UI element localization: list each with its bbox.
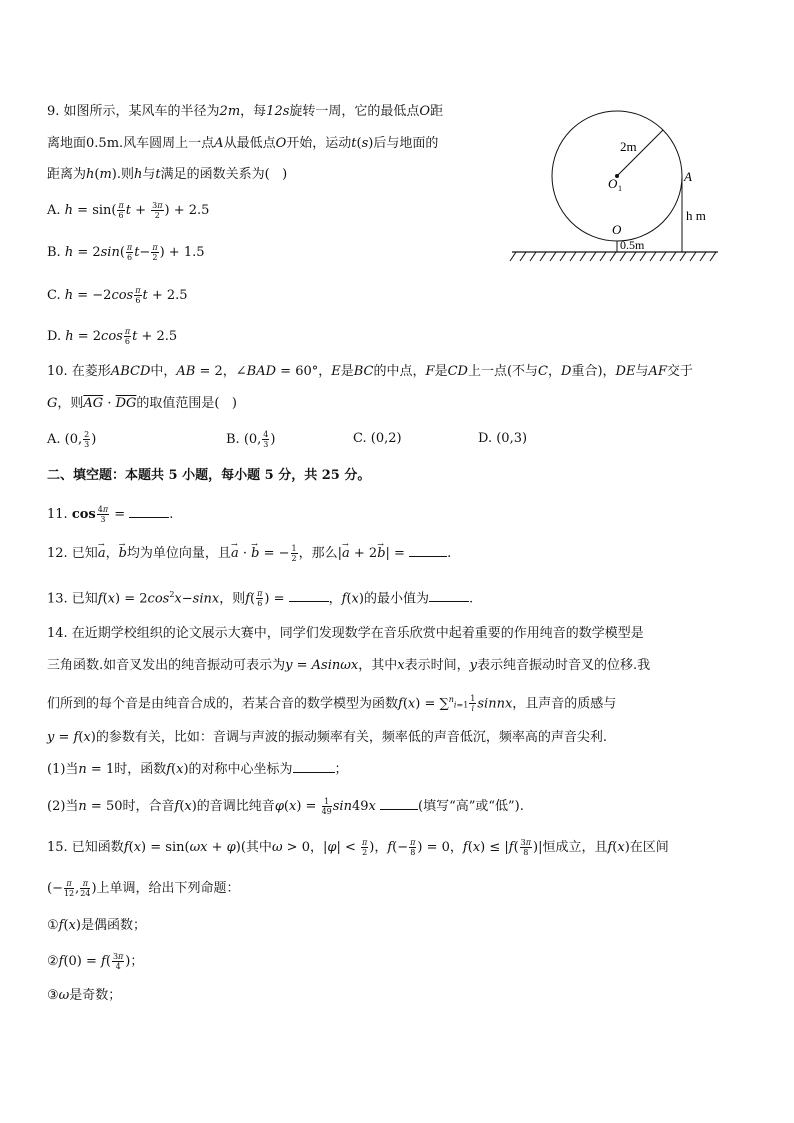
q15-line-2: (− $\frac{\pi}{12}$ , $\frac{\pi}{24}$ )上单调，给出下列命题：	[47, 879, 240, 898]
q14-line-4: y = f(x)的参数有关，比如：音调与声波的振动频率有关，频率低的声音低沉，频率高的声音尖利.	[47, 730, 607, 745]
q9-line-3: 距离为h(m).则h与t满足的函数关系为( )	[47, 167, 288, 182]
windmill-figure	[500, 100, 730, 270]
q9-option-d: D. h = 2cos $\frac{\pi}{6}$ t + 2.5	[47, 327, 178, 346]
q13: 13. 已知$f(x) = 2\cos^2x-\sin x$，则f( $\frac{\pi}{6}$ ) = ，f(x)的最小值为 .	[47, 589, 474, 609]
center-sub-label: 1	[618, 184, 622, 193]
q14-line-1: 14. 在近期学校组织的论文展示大赛中，同学们发现数学在音乐欣赏中起着重要的作用纯音的数学模型是	[47, 626, 644, 641]
q10-option-b: B. (0, $\frac{4}{3}$ )	[226, 430, 276, 449]
q15-item-2: ②f(0) = f( $\frac{3\pi}{4}$ )；	[47, 952, 144, 971]
q9-line-2: 离地面0.5m.风车圆周上一点A从最低点O开始，运动t(s)后与地面的	[47, 136, 439, 151]
base-label: 0.5m	[620, 238, 645, 252]
section-2-heading: 二、填空题：本题共 5 小题，每小题 5 分，共 25 分。	[47, 468, 371, 483]
point-o-label: O	[612, 222, 622, 237]
ground-hatching	[510, 252, 716, 261]
q9-option-a: A. h = sin( $\frac{\pi}{6}$ t + $\frac{3\pi}{2}$ ) + 2.5	[47, 201, 210, 220]
q10-option-a: A. (0, $\frac{2}{3}$ )	[47, 430, 97, 449]
q14-sub-2: (2)当n = 50时，合音f(x)的音调比纯音φ(x) = $\frac{1}{49}$ sin49x (填写“高”或“低”).	[47, 797, 524, 816]
q12: 12. 已知→ a，→ b均为单位向量，且→ a · → b = − $\frac{1}{2}$ ，那么|→ a + 2→ b| = .	[47, 544, 451, 563]
height-label: h m	[686, 208, 706, 223]
q14-line-3: 们所到的每个音是由纯音合成的，若某合音的数学模型为函数f(x) = ∑$^n$i=1 $\frac{1}{i}$ sinnx，且声音的质感与	[47, 694, 617, 714]
q9-option-b: B. h = 2sin( $\frac{\pi}{6}$ t− $\frac{\pi}{2}$ ) + 1.5	[47, 243, 205, 262]
q15-line-1: 15. 已知函数f(x) = sin(ωx + φ)(其中ω > 0，|φ| < $\frac{\pi}{2}$ )，f(− $\frac{\pi}{8}$ ) = 0，f(x) ≤ |f( $\frac{3\pi}{8}$ )|恒成立，且f(x)在区间	[47, 838, 669, 857]
q14-line-2: 三角函数.如音叉发出的纯音振动可表示为y = Asinωx，其中x表示时间，y表示纯音振动时音叉的位移.我	[47, 658, 651, 673]
center-label: O	[608, 176, 618, 191]
q15-item-1: ①f(x)是偶函数；	[47, 918, 146, 933]
q9-option-c: C. h = −2cos $\frac{\pi}{6}$ t + 2.5	[47, 286, 188, 305]
q15-item-3: ③ω是奇数；	[47, 988, 122, 1003]
q9-line-1: 9. 如图所示，某风车的半径为2m，每12s旋转一周，它的最低点O距	[47, 104, 444, 119]
q14-sub-1: (1)当n = 1时，函数f(x)的对称中心坐标为 ；	[47, 762, 348, 777]
q11: 11. cos $\frac{4\pi}{3}$ = .	[47, 505, 174, 524]
q10-option-c: C. (0,2)	[353, 431, 402, 446]
point-a-label: A	[684, 169, 692, 184]
q10-option-d: D. (0,3)	[478, 431, 528, 446]
radius-label: 2m	[620, 139, 637, 154]
q10-line-2: G，则$\overline{AG} \cdot \overline{DG}$的取值范围是( )	[47, 396, 237, 411]
q10-line-1: 10. 在菱形ABCD中，AB = 2，∠BAD = 60°，E是BC的中点，F是CD上一点(不与C，D重合)，DE与AF交于	[47, 364, 693, 379]
